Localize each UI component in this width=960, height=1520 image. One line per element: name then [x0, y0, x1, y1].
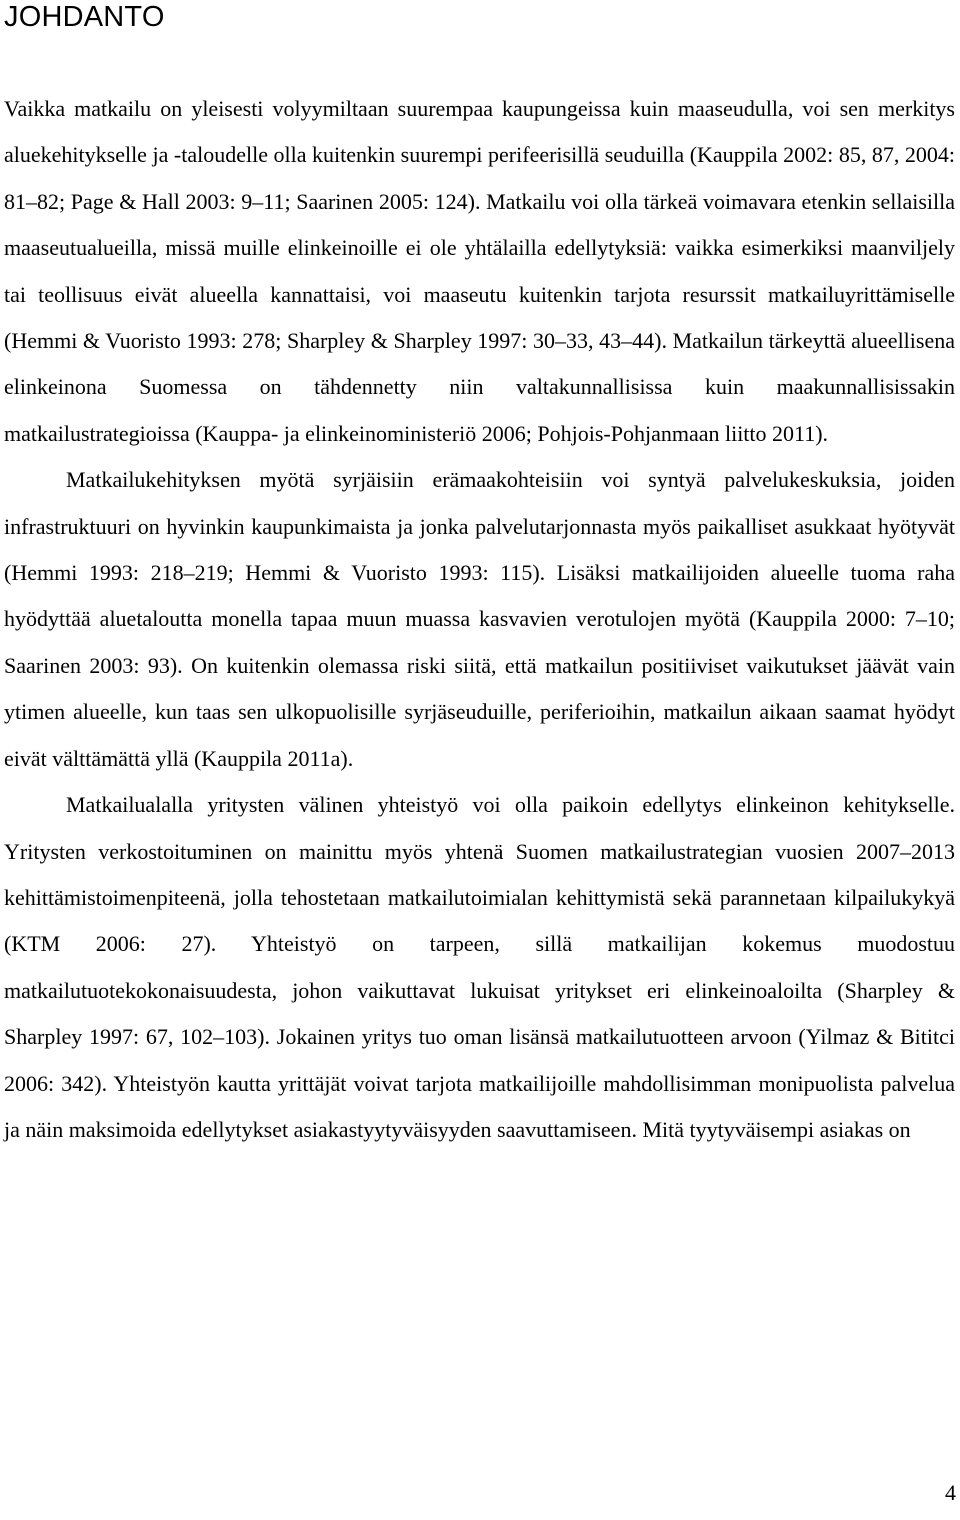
- page-title: JOHDANTO: [4, 1, 165, 33]
- paragraph-cooperation: Matkailualalla yritysten välinen yhteistyö voi olla paikoin edellytys elinkeinon kehitykselle. Yritysten verkostoituminen on mainittu myös yhtenä Suomen matkailustrategian vuosien 2007–2013 kehittämistoimenpiteenä, jolla tehostetaan matkailutoimialan kehittymistä sekä parannetaan kilpailukykyä (KTM 2006: 27). Yhteistyö on tarpeen, sillä matkailijan kokemus muodostuu matkailutuotekokonaisuudesta, johon vaikuttavat lukuisat yritykset eri elinkeinoaloilta (Sharpley & Sharpley 1997: 67, 102–103). Jokainen yritys tuo oman lisänsä matkailutuotteen arvoon (Yilmaz & Bititci 2006: 342). Yhteistyön kautta yrittäjät voivat tarjota matkailijoille mahdollisimman monipuolista palvelua ja näin maksimoida edellytykset asiakastyytyväisyyden saavuttamiseen. Mitä tyytyväisempi asiakas on: [4, 792, 955, 1142]
- paragraph-intro: Vaikka matkailu on yleisesti volyymiltaan suurempaa kaupungeissa kuin maaseudulla, voi sen merkitys aluekehitykselle ja -taloudelle olla kuitenkin suurempi perifeerisillä seuduilla (Kauppila 2002: 85, 87, 2004: 81–82; Page & Hall 2003: 9–11; Saarinen 2005: 124). Matkailu voi olla tärkeä voimavara etenkin sellaisilla maaseutualueilla, missä muille elinkeinoille ei ole yhtälailla edellytyksiä: vaikka esimerkiksi maanviljely tai teollisuus eivät alueella kannattaisi, voi maaseutu kuitenkin tarjota resurssit matkailuyrittämiselle (Hemmi & Vuoristo 1993: 278; Sharpley & Sharpley 1997: 30–33, 43–44). Matkailun tärkeyttä alueellisena elinkeinona Suomessa on tähdennetty niin valtakunnallisissa kuin maakunnallisissakin matkailustrategioissa (Kauppa- ja elinkeinoministeriö 2006; Pohjois-Pohjanmaan liitto 2011).: [4, 96, 955, 446]
- paragraph-development: Matkailukehityksen myötä syrjäisiin erämaakohteisiin voi syntyä palvelukeskuksia, joiden infrastruktuuri on hyvinkin kaupunkimaista ja jonka palvelutarjonnasta myös paikalliset asukkaat hyötyvät (Hemmi 1993: 218–219; Hemmi & Vuoristo 1993: 115). Lisäksi matkailijoiden alueelle tuoma raha hyödyttää aluetaloutta monella tapaa muun muassa kasvavien verotulojen myötä (Kauppila 2000: 7–10; Saarinen 2003: 93). On kuitenkin olemassa riski siitä, että matkailun positiiviset vaikutukset jäävät vain ytimen alueelle, kun taas sen ulkopuolisille syrjäseuduille, periferioihin, matkailun aikaan saamat hyödyt eivät välttämättä yllä (Kauppila 2011a).: [4, 467, 955, 771]
- page-number: 4: [945, 1480, 956, 1505]
- body-text: [4, 86, 955, 1153]
